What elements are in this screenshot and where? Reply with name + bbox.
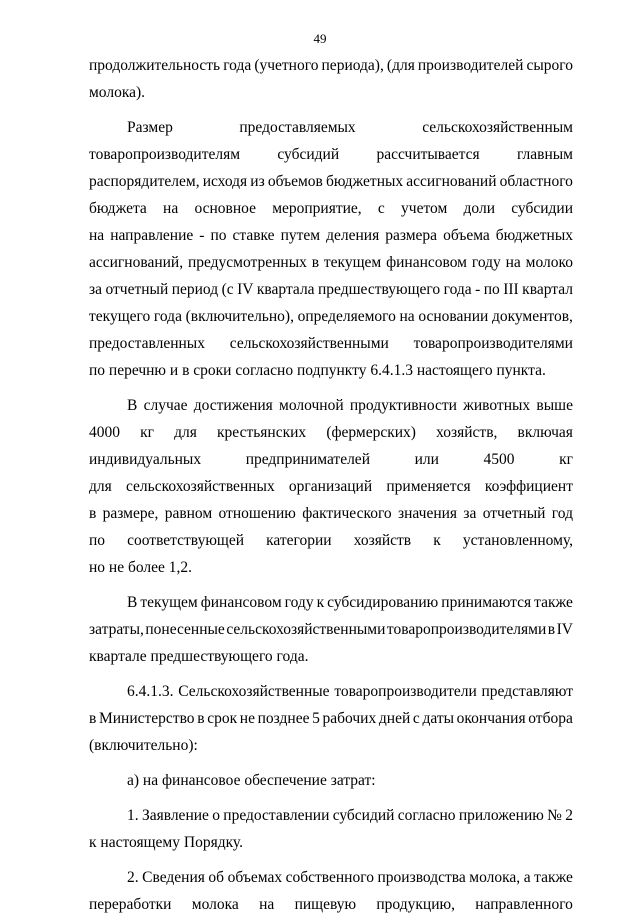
word: (фермерских) xyxy=(326,424,416,441)
word: выше xyxy=(536,397,573,414)
word: году xyxy=(471,254,501,271)
word: кг xyxy=(140,424,155,441)
word: на xyxy=(259,896,275,913)
paragraph xyxy=(89,392,573,581)
word: Сведения xyxy=(142,869,205,886)
word: но xyxy=(89,559,106,576)
word: в xyxy=(197,710,205,727)
word: IV xyxy=(556,621,573,638)
word: году xyxy=(284,594,314,611)
word: включая xyxy=(517,424,573,441)
word: текущем xyxy=(140,594,198,611)
word: направленного xyxy=(475,896,573,913)
word: продолжительность xyxy=(89,57,221,74)
word: года. xyxy=(272,648,309,665)
text-line xyxy=(89,357,573,384)
word: не xyxy=(105,559,125,576)
page-number: 49 xyxy=(313,31,327,46)
paragraph xyxy=(89,114,573,384)
word: товаропроизводителями xyxy=(413,335,573,352)
word: по xyxy=(483,281,500,298)
text-line xyxy=(89,141,573,168)
text-line xyxy=(89,643,573,670)
paragraph xyxy=(89,864,573,918)
word: предоставленных xyxy=(89,335,205,352)
word: предшествующего xyxy=(146,648,273,665)
word: дней xyxy=(378,710,411,727)
word: позднее xyxy=(257,710,310,727)
text-line xyxy=(89,589,573,616)
word: квартале xyxy=(89,648,147,665)
word: согласно xyxy=(231,362,294,379)
word: доли xyxy=(463,200,495,217)
word: финансовое xyxy=(158,772,241,789)
word: квартала xyxy=(256,281,315,298)
word: документов, xyxy=(491,308,573,325)
word: к xyxy=(89,834,97,851)
word: коэффициент xyxy=(484,478,573,495)
text-line xyxy=(89,554,573,581)
word: отбора xyxy=(528,710,573,727)
text-line xyxy=(89,767,573,794)
word: сырого xyxy=(526,57,573,74)
word: отчетный xyxy=(482,505,546,522)
text-line xyxy=(89,802,573,829)
word: затраты, xyxy=(89,621,144,638)
word: пищевую xyxy=(294,896,357,913)
text-line xyxy=(89,168,573,195)
word: года xyxy=(443,281,472,298)
word: животных xyxy=(463,397,531,414)
word: пункта. xyxy=(492,362,546,379)
word: сельскохозяйственными xyxy=(229,335,389,352)
word: молока xyxy=(191,896,239,913)
word: товаропроизводителями xyxy=(386,621,547,638)
word: не xyxy=(239,710,255,727)
word: предоставлении xyxy=(223,807,330,824)
word: предшествующего xyxy=(318,281,441,298)
text-line xyxy=(89,829,573,856)
word: финансовом xyxy=(386,254,467,271)
word: более xyxy=(124,559,165,576)
word: в xyxy=(311,254,320,271)
word: на xyxy=(139,772,159,789)
word: а xyxy=(523,869,531,886)
word: случае xyxy=(143,397,188,414)
word: производства xyxy=(377,869,466,886)
text-line xyxy=(89,473,573,500)
word: распорядителем, xyxy=(89,173,200,190)
word: финансовом xyxy=(200,594,282,611)
word: настоящего xyxy=(412,362,493,379)
word: подпункту xyxy=(293,362,367,379)
word: IV xyxy=(237,281,254,298)
word: В xyxy=(127,397,138,414)
paragraph xyxy=(89,802,573,856)
word: 1. xyxy=(127,807,139,824)
word: текущего xyxy=(89,308,151,325)
word: кг xyxy=(559,451,573,468)
word: Министерство xyxy=(98,710,195,727)
word: Размер xyxy=(127,119,173,136)
word: ставке xyxy=(232,227,275,244)
word: об xyxy=(208,869,225,886)
word: принимаются xyxy=(441,594,532,611)
word: также xyxy=(534,594,573,611)
text-line xyxy=(89,79,573,106)
word: установленному, xyxy=(462,532,573,549)
word: отчетный xyxy=(105,281,169,298)
word: № xyxy=(547,807,562,824)
word: из xyxy=(250,173,265,190)
text-line xyxy=(89,392,573,419)
word: в xyxy=(89,710,97,727)
word: срок xyxy=(207,710,238,727)
word: объема xyxy=(443,227,490,244)
word: объемах xyxy=(227,869,283,886)
word: 4000 xyxy=(89,424,120,441)
word: обеспечение xyxy=(240,772,327,789)
word: настоящему xyxy=(96,834,180,851)
word: а) xyxy=(127,772,140,789)
word: определяемого xyxy=(297,308,396,325)
word: ассигнований, xyxy=(89,254,184,271)
text-line xyxy=(89,419,573,446)
word: на xyxy=(89,227,105,244)
text-line xyxy=(89,616,573,643)
word: с xyxy=(377,200,385,217)
word: о xyxy=(212,807,220,824)
word: (включительно): xyxy=(89,737,198,754)
word: 5 xyxy=(312,710,320,727)
text-line xyxy=(89,500,573,527)
word: собственного xyxy=(285,869,374,886)
word: применяется xyxy=(386,478,471,495)
word: сельскохозяйственным xyxy=(422,119,573,136)
word: ассигнований xyxy=(406,173,497,190)
word: период xyxy=(171,281,219,298)
word: молока). xyxy=(89,84,146,101)
word: индивидуальных xyxy=(89,451,202,468)
word: перечню xyxy=(105,362,167,379)
word: понесенные xyxy=(145,621,225,638)
word: бюджета xyxy=(89,200,147,217)
word: мероприятие, xyxy=(272,200,362,217)
word: путем xyxy=(280,227,321,244)
word: деления xyxy=(326,227,380,244)
text-line xyxy=(89,195,573,222)
text-line xyxy=(89,114,573,141)
word: главным xyxy=(516,146,573,163)
word: по xyxy=(210,227,227,244)
word: III xyxy=(503,281,519,298)
word: для xyxy=(89,478,112,495)
word: (учетного xyxy=(254,57,319,74)
text-line xyxy=(89,276,573,303)
paragraph xyxy=(89,589,573,670)
word: и xyxy=(166,362,179,379)
word: окончания xyxy=(456,710,526,727)
word: субсидий xyxy=(277,146,340,163)
word: молоко xyxy=(525,254,573,271)
word: предусмотренных xyxy=(187,254,307,271)
word: товаропроизводители xyxy=(334,683,477,700)
word: исходя xyxy=(202,173,248,190)
text-line xyxy=(89,864,573,891)
word: В xyxy=(127,594,138,611)
word: молочной xyxy=(279,397,344,414)
word: основании xyxy=(418,308,489,325)
word: по xyxy=(89,362,106,379)
word: бюджетных xyxy=(495,227,573,244)
word: с xyxy=(412,710,420,727)
word: отношению xyxy=(218,505,296,522)
text-line xyxy=(89,705,573,732)
word: к xyxy=(433,532,441,549)
text-line xyxy=(89,303,573,330)
word: квартал xyxy=(522,281,573,298)
word: для xyxy=(174,424,197,441)
word: товаропроизводителям xyxy=(89,146,241,163)
word: на xyxy=(163,200,179,217)
word: к xyxy=(316,594,325,611)
word: 6.4.1.3 xyxy=(366,362,413,379)
text-line xyxy=(89,52,573,79)
word: текущем xyxy=(323,254,382,271)
word: соответствующей xyxy=(127,532,245,549)
text-line xyxy=(89,222,573,249)
word: направление xyxy=(110,227,194,244)
word: равном xyxy=(164,505,213,522)
word: предпринимателей xyxy=(245,451,370,468)
word: Порядку. xyxy=(180,834,243,851)
word: фактического xyxy=(302,505,392,522)
word: основное xyxy=(194,200,256,217)
word: продукцию, xyxy=(376,896,455,913)
word: на xyxy=(399,308,415,325)
word: переработки xyxy=(89,896,172,913)
word: организаций xyxy=(288,478,373,495)
word: категории xyxy=(266,532,332,549)
word: за xyxy=(463,505,477,522)
word: Заявление xyxy=(141,807,209,824)
word: предоставляемых xyxy=(239,119,356,136)
word: субсидированию xyxy=(327,594,439,611)
word: продуктивности xyxy=(349,397,457,414)
word: размера xyxy=(385,227,438,244)
word: бюджетных xyxy=(325,173,404,190)
text-line xyxy=(89,249,573,276)
word: хозяйств, xyxy=(436,424,498,441)
text-line xyxy=(89,446,573,473)
word: в xyxy=(547,621,556,638)
word: затрат: xyxy=(326,772,376,789)
word: достижения xyxy=(193,397,273,414)
word: приложению xyxy=(458,807,544,824)
paragraph xyxy=(89,52,573,106)
word: рабочих xyxy=(322,710,377,727)
word: крестьянских xyxy=(217,424,307,441)
word: сроки xyxy=(189,362,232,379)
word: года xyxy=(223,57,252,74)
word: 4500 xyxy=(483,451,515,468)
text-line xyxy=(89,678,573,705)
word: даты xyxy=(422,710,455,727)
text-line xyxy=(89,527,573,554)
document-body xyxy=(89,52,573,918)
word: (с xyxy=(221,281,234,298)
word: сельскохозяйственных xyxy=(125,478,275,495)
word: в xyxy=(89,505,97,522)
text-line xyxy=(89,732,573,759)
word: - xyxy=(475,281,481,298)
word: года xyxy=(153,308,182,325)
word: (для xyxy=(386,57,415,74)
word: областного xyxy=(499,173,573,190)
word: значения xyxy=(397,505,458,522)
paragraph xyxy=(89,678,573,759)
word: периода), xyxy=(321,57,384,74)
word: 6.4.1.3. xyxy=(127,683,174,700)
word: в xyxy=(178,362,190,379)
word: на xyxy=(505,254,521,271)
text-line xyxy=(89,330,573,357)
word: размере, xyxy=(102,505,159,522)
word: субсидий xyxy=(332,807,395,824)
word: также xyxy=(534,869,573,886)
word: 2 xyxy=(565,807,573,824)
word: за xyxy=(89,281,103,298)
word: согласно xyxy=(397,807,456,824)
paragraph xyxy=(89,767,573,794)
word: или xyxy=(414,451,439,468)
word: 2. xyxy=(127,869,139,886)
word: год xyxy=(551,505,573,522)
word: объемов xyxy=(267,173,323,190)
word: производителей xyxy=(417,57,524,74)
word: молока, xyxy=(469,869,521,886)
word: по xyxy=(89,532,106,549)
word: - xyxy=(199,227,205,244)
word: субсидии xyxy=(511,200,573,217)
word: (включительно), xyxy=(185,308,294,325)
word: сельскохозяйственными xyxy=(226,621,386,638)
word: 1,2. xyxy=(164,559,193,576)
word: представляют xyxy=(481,683,573,700)
word: хозяйств xyxy=(353,532,412,549)
word: учетом xyxy=(401,200,448,217)
word: рассчитывается xyxy=(376,146,480,163)
word: Сельскохозяйственные xyxy=(178,683,330,700)
